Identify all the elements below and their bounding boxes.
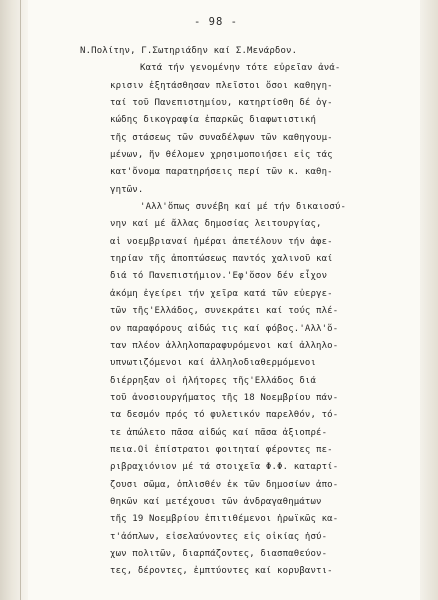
text-line: Κατά τήν γενομένην τότε εὐρεῖαν ἀνά- xyxy=(140,63,341,74)
text-line: τ'ἀόπλων, εἰσελαύνοντες εἰς οἰκίας ἡσύ- xyxy=(110,531,328,542)
text-line: ἀκόμη ἐγείρει τήν χεῖρα κατά τῶν εὐεργε- xyxy=(110,288,333,299)
text-line: μένων, ἥν θέλομεν χρησιμοποιήσει εἰς τάς xyxy=(110,150,333,161)
text-line: νην καί μέ ἄλλας δημοσίας λειτουργίας, xyxy=(110,219,322,230)
text-line: κώδης δικογραφία ἐπαρκῶς διαφωτιστική xyxy=(110,115,317,126)
text-line: ταί τοῦ Πανεπιστημίου, κατηρτίσθη δέ ὀγ- xyxy=(110,98,333,109)
text-line: γητῶν. xyxy=(110,184,144,195)
text-line: κρισιν ἐξητάσθησαν πλεῖστοι ὅσοι καθηγη- xyxy=(110,80,333,91)
text-line: 'Αλλ'ὅπως συνέβη καί μέ τήν δικαιοσύ- xyxy=(140,202,347,213)
text-line: ζουσι σῶμα, ὁπλισθέν ἐκ τῶν δημοσίων ἀπο- xyxy=(110,479,339,490)
text-line: τοῦ ἀνοσιουργήματος τῆς 18 Νοεμβρίου πάν- xyxy=(110,392,339,403)
text-line: τῆς 19 Νοεμβρίου ἐπιτιθέμενοι ἡρωϊκῶς κα- xyxy=(110,514,339,525)
body-text xyxy=(80,43,412,581)
text-line: χων πολιτῶν, διαρπάζοντες, διασπαθεύον- xyxy=(110,548,328,559)
binding-fold-line xyxy=(20,0,21,600)
text-line: τε ἀπώλετο πᾶσα αἰδώς καί πᾶσα ἀξιοπρέ- xyxy=(110,427,328,438)
text-line: τῶν τῆς'Ελλάδος, συνεκράτει καί τούς πλέ- xyxy=(110,306,339,317)
text-line: αἱ νοεμβριαναί ἡμέραι ἀπετέλουν τήν ἀφε- xyxy=(110,236,333,247)
text-line: τες, δέροντες, ἐμπτύοντες καί κορυβαντι- xyxy=(110,566,333,577)
text-line: Ν.Πολίτην, Γ.Σωτηριάδην καί Σ.Μενάρδον. xyxy=(80,46,298,56)
text-line: ταν πλέον ἀλληλοπαραφυρόμενοι καί ἀλληλο- xyxy=(110,340,339,351)
text-line: πεια.Οἱ ἐπίστρατοι φοιτηταί φέροντες πε- xyxy=(110,444,333,455)
text-line: τηρίαν τῆς ἀποπτώσεως παντός χαλινοῦ καί xyxy=(110,254,333,265)
page-edge-shadow xyxy=(420,0,438,600)
text-line: κατ'ὄνομα παρατηρήσεις περί τῶν κ. καθη- xyxy=(110,167,333,178)
text-line: διά τό Πανεπιστήμιον.'Εφ'ὅσον δέν εἶχον xyxy=(110,271,328,282)
text-line: υπνωτιζόμενοι καί ἀλληλοδιαθερμόμενοι xyxy=(110,358,317,369)
page-number: - 98 - xyxy=(194,16,238,28)
binding-gutter xyxy=(0,0,28,600)
text-line: ον παραφόρους αἰδώς τις καί φόβος.'Αλλ'ὅ- xyxy=(110,323,339,334)
text-line: ριβραχιόνιον μέ τά στοιχεῖα Φ.Φ. καταρτί- xyxy=(110,462,339,473)
text-line: τῆς στάσεως τῶν συναδέλφων τῶν καθηγουμ- xyxy=(110,132,333,143)
text-line: διέρρηξαν οἱ ἠλήτορες τῆς'Ελλάδος διά xyxy=(110,375,317,386)
text-line: τα δεσμόν πρός τό φυλετικόν παρελθόν, τό- xyxy=(110,410,339,421)
text-line: θηκῶν καί μετέχουσι τῶν ἀνδραγαθημάτων xyxy=(110,496,322,507)
